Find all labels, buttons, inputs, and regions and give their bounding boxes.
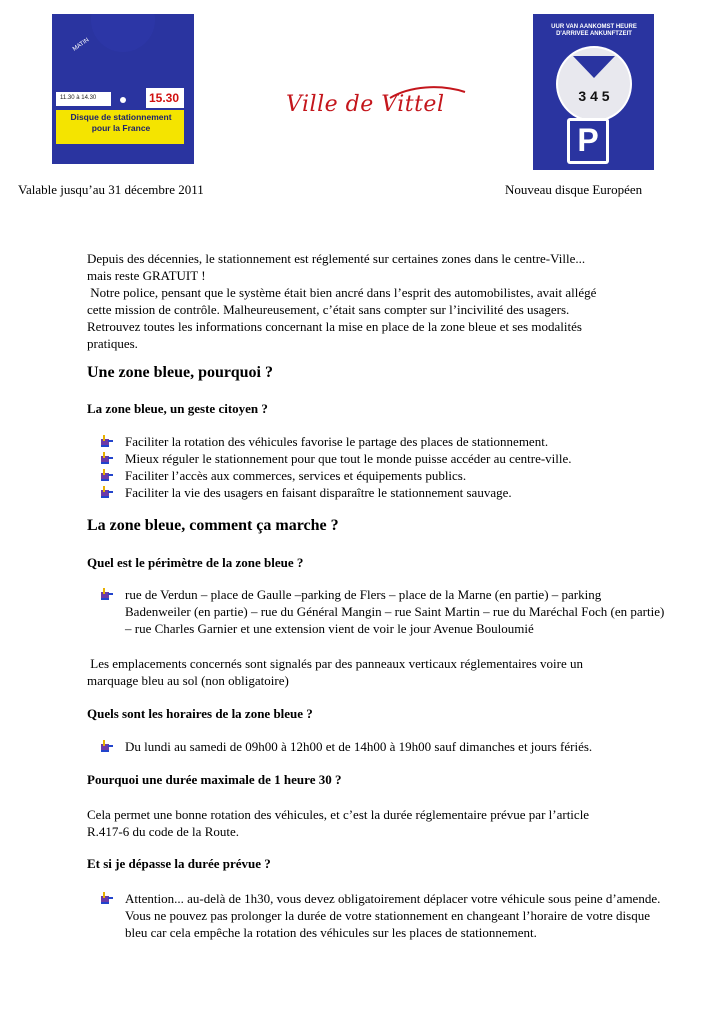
list-item: Mieux réguler le stationnement pour que tout le monde puisse accéder au centre-ville. — [100, 450, 670, 467]
list-item: Attention... au-delà de 1h30, vous devez obligatoirement déplacer votre véhicule sous peine d’amende. Vous ne pouvez pas prolonger la durée de votre stationnement en changeant l’horaire de votre disque bleu car cela empêche la rotation des véhicules sur les places de stationnement. — [100, 890, 670, 941]
list-item: Faciliter la vie des usagers en faisant disparaître le stationnement sauvage. — [100, 484, 670, 501]
overstay-list — [100, 890, 670, 941]
hand-pointer-icon — [100, 588, 114, 601]
duration-line: Cela permet une bonne rotation des véhicules, et c’est la durée réglementaire prévue par l’article — [87, 807, 590, 822]
question-duration: Pourquoi une durée maximale de 1 heure 30 ? — [87, 772, 342, 787]
hours-list — [100, 738, 670, 755]
disc-eu-parking-letter: P — [577, 122, 599, 158]
caption-new-disc: Nouveau disque Européen — [505, 182, 643, 197]
intro-line: Retrouvez toutes les informations concernant la mise en place de la zone bleue et ses modalités — [87, 319, 582, 334]
duration-line: R.417-6 du code de la Route. — [87, 824, 239, 839]
hand-pointer-icon — [100, 740, 114, 753]
benefits-list — [100, 433, 670, 501]
disc-big-time: 15.30 — [149, 91, 180, 105]
intro-line: pratiques. — [87, 336, 138, 351]
signage-line: Les emplacements concernés sont signalés par des panneaux verticaux réglementaires voire un — [87, 656, 583, 671]
disc-eu-header-text: UUR VAN AANKOMST HEURE D'ARRIVEE ANKUNFTZEIT — [551, 24, 637, 37]
intro-line: Notre police, pensant que le système était bien ancré dans l’esprit des automobilistes, avait allégé — [87, 285, 597, 300]
disc-small-time: 11.30 à 14.30 — [60, 95, 97, 101]
logo-text: Ville de Vittel — [286, 92, 445, 117]
caption-validity: Valable jusqu’au 31 décembre 2011 — [18, 182, 204, 197]
question-perimeter: Quel est le périmètre de la zone bleue ? — [87, 555, 304, 570]
list-item: Du lundi au samedi de 09h00 à 12h00 et de 14h00 à 19h00 sauf dimanches et jours fériés. — [100, 738, 670, 755]
intro-line: cette mission de contrôle. Malheureusement, c’était sans compter sur l’incivilité des usagers. — [87, 302, 570, 317]
question-hours: Quels sont les horaires de la zone bleue ? — [87, 706, 313, 721]
list-item: rue de Verdun – place de Gaulle –parking de Flers – place de la Marne (en partie) – parking Badenweiler (en partie) – rue du Général Mangin – rue Saint Martin – rue du Maréchal Foch (en partie) – rue Charles Garnier et une extension vient de voir le jour Avenue Bouloumié — [100, 586, 670, 637]
section-title-why: Une zone bleue, pourquoi ? — [87, 364, 273, 381]
hand-pointer-icon — [100, 486, 114, 499]
list-item: Faciliter la rotation des véhicules favorise le partage des places de stationnement. — [100, 433, 670, 450]
hand-pointer-icon — [100, 435, 114, 448]
hand-pointer-icon — [100, 892, 114, 905]
question-overstay: Et si je dépasse la durée prévue ? — [87, 856, 271, 871]
section-title-how: La zone bleue, comment ça marche ? — [87, 517, 339, 534]
signage-paragraph — [87, 655, 583, 689]
disc-tab-label: MATIN — [71, 37, 91, 53]
signage-line: marquage bleu au sol (non obligatoire) — [87, 673, 289, 688]
perimeter-list — [100, 586, 670, 637]
hand-pointer-icon — [100, 452, 114, 465]
duration-paragraph — [87, 806, 589, 840]
list-item: Faciliter l’accès aux commerces, services et équipements publics. — [100, 467, 670, 484]
subtitle-civic-gesture: La zone bleue, un geste citoyen ? — [87, 401, 268, 416]
intro-line: mais reste GRATUIT ! — [87, 268, 206, 283]
disc-title: Disque de stationnement pour la France — [70, 112, 172, 133]
european-parking-disc-image — [533, 14, 654, 170]
intro-paragraph — [87, 250, 596, 352]
ville-de-vittel-logo — [280, 84, 470, 134]
hand-pointer-icon — [100, 469, 114, 482]
disc-eu-dial-digits: 3 4 5 — [578, 88, 610, 104]
intro-line: Depuis des décennies, le stationnement est réglementé sur certaines zones dans le centre-Ville... — [87, 251, 586, 266]
french-parking-disc-image — [52, 14, 194, 170]
